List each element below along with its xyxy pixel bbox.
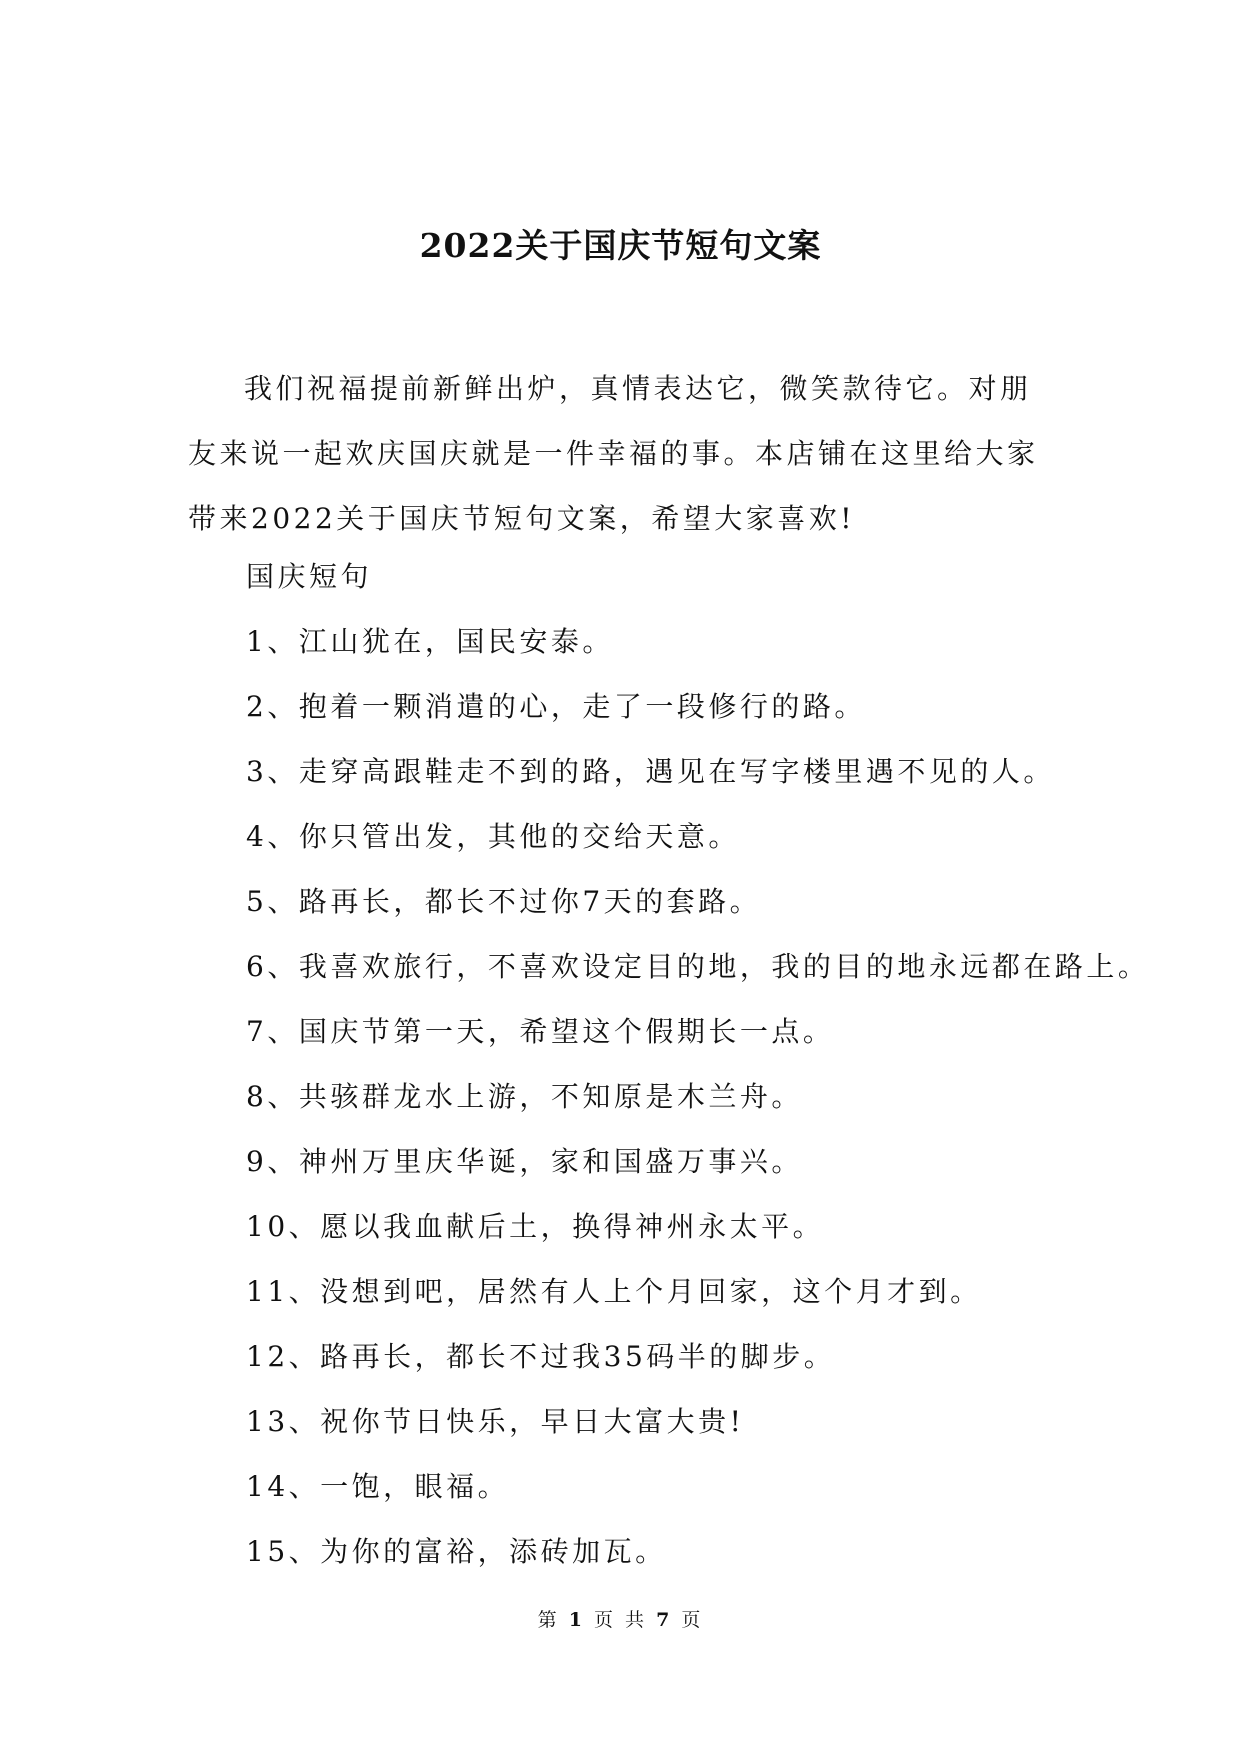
list-item: 13、祝你节日快乐，早日大富大贵! — [246, 1405, 745, 1438]
list-item: 6、我喜欢旅行，不喜欢设定目的地，我的目的地永远都在路上。 — [246, 950, 1150, 983]
list-item: 3、走穿高跟鞋走不到的路，遇见在写字楼里遇不见的人。 — [246, 755, 1055, 788]
footer-middle: 页 共 — [593, 1609, 648, 1631]
intro-paragraph: 我们祝福提前新鲜出炉，真情表达它，微笑款待它。对朋友来说一起欢庆国庆就是一件幸福的事。本店铺在这里给大家带来2022关于国庆节短句文案，希望大家喜欢! — [188, 372, 1039, 535]
list-item: 2、抱着一颗消遣的心，走了一段修行的路。 — [246, 690, 866, 723]
page-footer — [0, 1608, 1241, 1632]
footer-suffix: 页 — [681, 1609, 704, 1631]
current-page-number: 1 — [568, 1609, 585, 1631]
list-item: 7、国庆节第一天，希望这个假期长一点。 — [246, 1015, 835, 1048]
section-heading: 国庆短句 — [246, 560, 373, 593]
list-item: 15、为你的富裕，添砖加瓦。 — [246, 1535, 667, 1568]
total-page-number: 7 — [656, 1609, 673, 1631]
list-item: 14、一饱，眼福。 — [246, 1470, 510, 1503]
list-item: 9、神州万里庆华诞，家和国盛万事兴。 — [246, 1145, 803, 1178]
document-title: 2022关于国庆节短句文案 — [419, 226, 822, 265]
list-item: 10、愿以我血献后土，换得神州永太平。 — [246, 1210, 825, 1243]
list-item: 8、共骇群龙水上游，不知原是木兰舟。 — [246, 1080, 803, 1113]
list-item: 4、你只管出发，其他的交给天意。 — [246, 820, 740, 853]
footer-prefix: 第 — [537, 1609, 560, 1631]
list-item: 5、路再长，都长不过你7天的套路。 — [246, 885, 762, 918]
list-item: 11、没想到吧，居然有人上个月回家，这个月才到。 — [246, 1275, 982, 1308]
list-item: 1、江山犹在，国民安泰。 — [246, 625, 614, 658]
list-item: 12、路再长，都长不过我35码半的脚步。 — [246, 1340, 836, 1373]
